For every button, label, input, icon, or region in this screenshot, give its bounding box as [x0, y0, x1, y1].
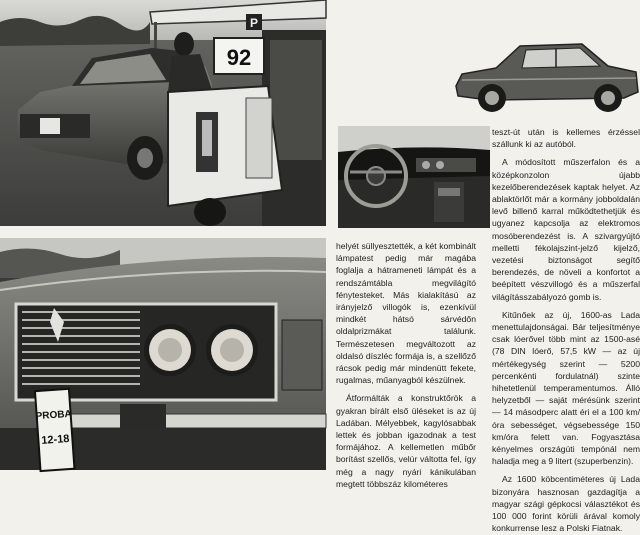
photo-front-closeup [0, 238, 326, 470]
plate-line-2: 12-18 [40, 432, 70, 447]
illustration-car-side-profile [452, 34, 640, 118]
article-paragraph: helyét süllyesztették, a két kombinált lámpatest pedig már magába foglalja a hátrameneti lámpát és a rendszámtábla megvilágító fénytesteket. Más kialakítású az irányjelző villogók is, ezenkívül mindkét hátsó sárvédőn oldalprizmákat találunk. Természetesen megváltozott az oldalsó díszléc formája is, a szellőző rácsok pedig már mindenütt fekete, rugalmas, műanyagból készülnek. [336, 241, 476, 386]
svg-text:P: P [249, 16, 259, 30]
article-paragraph: Átformálták a konstruktőrök a gyakran bírált első üléseket is az új Ladában. Mélyebbek, kagylósabbak lettek és jobban igazodnak a test formájához. A kellemetlen műbőr borítást szellős, velúr váltotta fel, így még a nagy nyári kánikulában megtett többszáz kilométeres [336, 393, 476, 489]
article-column-left [336, 240, 476, 489]
article-column-right [492, 126, 640, 534]
article-paragraph: Az 1600 köbcentiméteres új Lada bizonyára hasznosan gazdagítja a magyar szági gépkocsi választékot és 100 000 forint körüli árával komoly konkurrense lesz a Polski Fiatnak. [492, 474, 640, 534]
pump-number: 92 [226, 45, 252, 70]
photo-fuel-station [0, 0, 326, 226]
article-paragraph: teszt-út után is kellemes érzéssel szállunk ki az autóból. [492, 127, 640, 150]
article-paragraph: A módosított műszerfalon és a középkonzolon újabb kezelőberendezések kaptak helyet. Az ablaktörlőt már a kormány jobboldalán levő billenő karral működtethetjük és ugyanez kapcsolja az elektromos mosóberendezést is. A szivargyújtó melletti fékolajszint-jelző kijelző, vezetési biztonságot segítő berendezés, de növeli a konfortot a beépített vészvillogó és a műszerfal világításszabályozó gomb is. [492, 157, 640, 302]
plate-line-1: PROBA [35, 408, 73, 423]
article-paragraph: Kitűnőek az új, 1600-as Lada menettulajdonságai. Bár teljesítménye csak lóerővel több mint az 1500-asé (78 DIN lóerő, 57,5 kW — az új mértékegység szerint — 5200 percenkénti fordulatnál) szinte hihetetlenül temperamentumos. Álló helyzetből — saját mérésünk szerint — 14 másodperc alatt éri el a 100 km/óra sebességet, végsebessége 150 km/óra felett van. Fogyasztása kényelmes országúti tempónál nem haladja meg a 9 litert (szuperbenzin). [492, 309, 640, 467]
photo-dashboard-interior [338, 126, 490, 228]
